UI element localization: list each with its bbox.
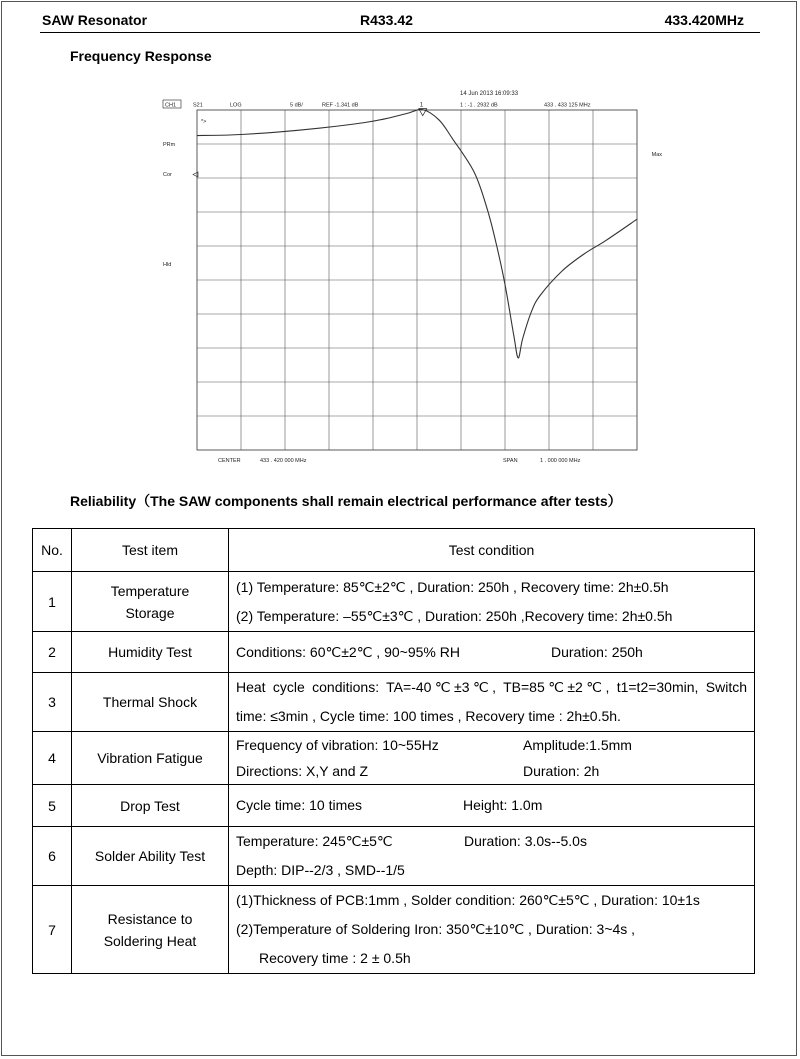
row-number: 5 xyxy=(33,785,72,827)
test-item: Drop Test xyxy=(72,785,229,827)
test-item: Humidity Test xyxy=(72,632,229,673)
reliability-title: Reliability（The SAW components shall remain electrical performance after tests） xyxy=(70,493,622,509)
table-row xyxy=(33,673,755,732)
condition-line: (1) Temperature: 85℃±2℃ , Duration: 250h , Recovery time: 2h±0.5h xyxy=(236,578,669,595)
param-label: S21 xyxy=(193,102,203,109)
test-item-line: Soldering Heat xyxy=(103,932,197,949)
row-number: 6 xyxy=(33,827,72,886)
format-label: LOG xyxy=(230,102,242,109)
row-number: 7 xyxy=(33,886,72,974)
row-number: 3 xyxy=(33,673,72,732)
condition-text: Cycle time: 10 times xyxy=(236,797,363,813)
condition-line xyxy=(236,638,747,667)
span-value: 1 . 000 000 MHz xyxy=(540,458,581,464)
test-item: Vibration Fatigue xyxy=(72,732,229,785)
condition-line: Heat cycle conditions: TA=-40℃±3℃, TB=85℃±2℃, t1=t2=30min, Switch xyxy=(236,679,747,695)
test-item-line: Resistance to xyxy=(107,910,193,927)
table-row xyxy=(33,785,755,827)
marker-number: 1 xyxy=(419,102,424,109)
condition-line xyxy=(236,827,747,856)
channel-label: CH1 xyxy=(165,102,177,109)
condition-text: Frequency of vibration: 10~55Hz xyxy=(236,737,439,753)
test-condition xyxy=(229,572,755,632)
header-rule xyxy=(40,32,760,33)
condition-line: (2)Temperature of Soldering Iron: 350℃±10℃ , Duration: 3~4s , xyxy=(236,921,636,937)
header-test-condition: Test condition xyxy=(229,529,755,572)
condition-line: Recovery time : 2 ± 0.5h xyxy=(259,950,411,966)
header-no: No. xyxy=(33,529,72,572)
test-item: Solder Ability Test xyxy=(72,827,229,886)
test-condition xyxy=(229,673,755,732)
condition-text: Directions: X,Y and Z xyxy=(236,763,369,779)
test-condition xyxy=(229,785,755,827)
row-number: 2 xyxy=(33,632,72,673)
max-label: Max xyxy=(651,152,662,158)
condition-line: time: ≤3min , Cycle time: 100 times , Recovery time : 2h±0.5h. xyxy=(236,708,621,724)
condition-text: Duration: 250h xyxy=(551,643,643,660)
condition-line xyxy=(236,791,747,820)
table-row xyxy=(33,827,755,886)
header-test-item: Test item xyxy=(72,529,229,572)
scale-label: 5 dB/ xyxy=(290,102,303,109)
condition-line xyxy=(236,758,747,784)
condition-text: Temperature: 245℃±5℃ xyxy=(236,833,393,849)
condition-text: Conditions: 60℃±2℃ , 90~95% RH xyxy=(236,643,460,660)
marker-frequency: 433 . 433 125 MHz xyxy=(544,102,591,109)
instrument-timestamp: 14 Jun 2013 16:09:33 xyxy=(460,91,519,97)
test-condition xyxy=(229,732,755,785)
test-item-line: Temperature xyxy=(110,582,190,599)
table-row xyxy=(33,572,755,632)
frequency-response-title: Frequency Response xyxy=(70,48,212,64)
table-row xyxy=(33,632,755,673)
test-condition xyxy=(229,827,755,886)
test-item xyxy=(72,572,229,632)
center-label: CENTER xyxy=(218,458,241,464)
center-value: 433 . 420 000 MHz xyxy=(260,458,307,464)
ref-label: REF -1.341 dB xyxy=(322,102,359,109)
condition-line: (2) Temperature: –55℃±3℃ , Duration: 250h ,Recovery time: 2h±0.5h xyxy=(236,607,673,624)
condition-text: Duration: 2h xyxy=(523,763,600,779)
plot-grid xyxy=(197,110,637,450)
test-condition xyxy=(229,632,755,673)
test-condition xyxy=(229,886,755,974)
condition-text: Height: 1.0m xyxy=(463,797,543,813)
cor-label: Cor xyxy=(163,172,172,178)
condition-text: Amplitude:1.5mm xyxy=(523,737,632,753)
row-number: 1 xyxy=(33,572,72,632)
condition-line: (1)Thickness of PCB:1mm , Solder condition: 260℃±5℃ , Duration: 10±1s xyxy=(236,892,700,908)
test-item-line: Storage xyxy=(125,604,175,621)
product-name: SAW Resonator xyxy=(42,12,148,28)
table-header-row xyxy=(33,529,755,572)
part-number: R433.42 xyxy=(360,12,413,28)
marker-readout: 1 : -1 . 2932 dB xyxy=(460,102,498,109)
hld-label: Hld xyxy=(163,262,172,268)
condition-text: Duration: 3.0s--5.0s xyxy=(464,833,587,849)
center-frequency: 433.420MHz xyxy=(664,12,744,28)
condition-line xyxy=(236,732,747,758)
prm-label: PRm xyxy=(163,142,176,148)
reliability-table xyxy=(32,528,755,974)
span-label: SPAN xyxy=(503,458,518,464)
test-item xyxy=(72,886,229,974)
table-row xyxy=(33,886,755,974)
row-number: 4 xyxy=(33,732,72,785)
star-label: *> xyxy=(201,119,207,125)
table-row xyxy=(33,732,755,785)
test-item: Thermal Shock xyxy=(72,673,229,732)
frequency-response-plot xyxy=(160,86,660,466)
condition-line: Depth: DIP--2/3 , SMD--1/5 xyxy=(236,862,405,878)
